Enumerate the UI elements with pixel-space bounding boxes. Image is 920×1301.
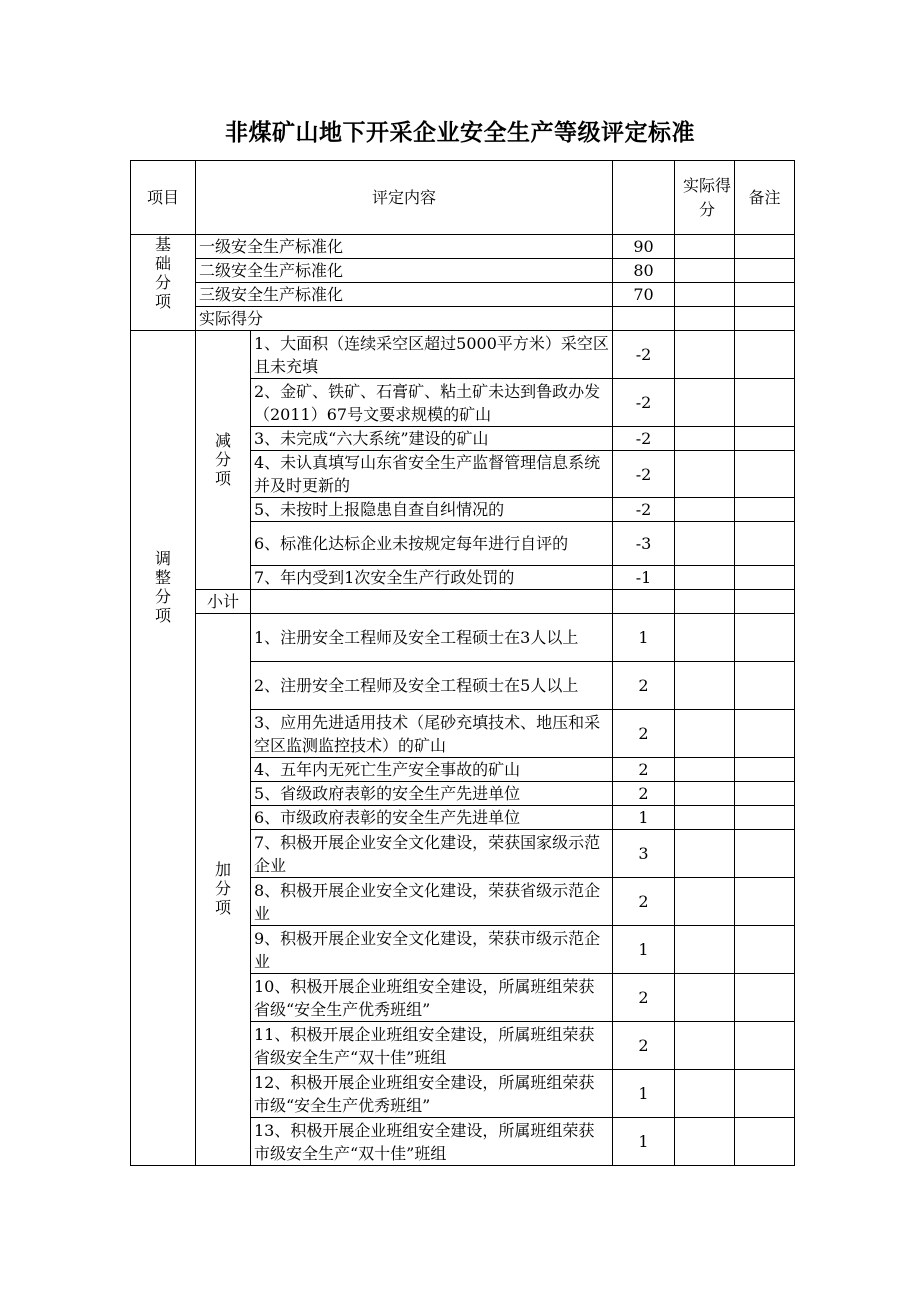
- deduct-content: 2、金矿、铁矿、石膏矿、粘土矿未达到鲁政办发（2011）67号文要求规模的矿山: [251, 379, 613, 427]
- remark-cell: [735, 307, 795, 331]
- adjust-category: [131, 331, 196, 1166]
- table-row: [131, 590, 795, 614]
- deduct-score: -2: [613, 451, 675, 498]
- bonus-score: 2: [613, 1022, 675, 1070]
- actual-score-cell: [675, 782, 735, 806]
- subtotal-content: [251, 590, 613, 614]
- remark-cell: [735, 662, 795, 710]
- basic-actual-label: 实际得分: [196, 307, 613, 331]
- table-row: [131, 235, 795, 259]
- deduct-content: 1、大面积（连续采空区超过5000平方米）采空区且未充填: [251, 331, 613, 379]
- actual-score-cell: [675, 331, 735, 379]
- remark-cell: [735, 806, 795, 830]
- actual-score-cell: [675, 235, 735, 259]
- remark-cell: [735, 283, 795, 307]
- bonus-score: 2: [613, 758, 675, 782]
- remark-cell: [735, 498, 795, 522]
- header-row: [131, 161, 795, 235]
- basic-content: 三级安全生产标准化: [196, 283, 613, 307]
- bonus-content: 9、积极开展企业安全文化建设，荣获市级示范企业: [251, 926, 613, 974]
- subtotal-label: 小计: [196, 590, 251, 614]
- remark-cell: [735, 1070, 795, 1118]
- basic-category: [131, 235, 196, 331]
- actual-score-cell: [675, 806, 735, 830]
- remark-cell: [735, 590, 795, 614]
- deduct-content: 5、未按时上报隐患自查自纠情况的: [251, 498, 613, 522]
- actual-score-cell: [675, 662, 735, 710]
- bonus-score: 1: [613, 806, 675, 830]
- remark-cell: [735, 331, 795, 379]
- bonus-content: 11、积极开展企业班组安全建设，所属班组荣获省级安全生产“双十佳”班组: [251, 1022, 613, 1070]
- bonus-score: 1: [613, 1118, 675, 1166]
- actual-score-cell: [675, 379, 735, 427]
- remark-cell: [735, 566, 795, 590]
- basic-score: 80: [613, 259, 675, 283]
- bonus-content: 1、注册安全工程师及安全工程硕士在3人以上: [251, 614, 613, 662]
- header-item: 项目: [131, 161, 196, 235]
- remark-cell: [735, 758, 795, 782]
- remark-cell: [735, 235, 795, 259]
- deduct-score: -3: [613, 522, 675, 566]
- bonus-content: 10、积极开展企业班组安全建设，所属班组荣获省级“安全生产优秀班组”: [251, 974, 613, 1022]
- remark-cell: [735, 782, 795, 806]
- adjust-category-text: 调整分项: [154, 549, 171, 625]
- header-actual-score: [675, 161, 735, 235]
- actual-score-cell: [675, 259, 735, 283]
- rating-table: [130, 160, 795, 1166]
- deduct-score: -2: [613, 379, 675, 427]
- remark-cell: [735, 830, 795, 878]
- basic-score: 70: [613, 283, 675, 307]
- actual-score-cell: [675, 451, 735, 498]
- table-row: [131, 283, 795, 307]
- bonus-content: 2、注册安全工程师及安全工程硕士在5人以上: [251, 662, 613, 710]
- header-score: [613, 161, 675, 235]
- deduct-score: -1: [613, 566, 675, 590]
- actual-score-cell: [675, 758, 735, 782]
- remark-cell: [735, 259, 795, 283]
- actual-score-cell: [675, 1118, 735, 1166]
- subtotal-score: [613, 590, 675, 614]
- actual-score-cell: [675, 974, 735, 1022]
- actual-score-cell: [675, 1070, 735, 1118]
- deduct-content: 6、标准化达标企业未按规定每年进行自评的: [251, 522, 613, 566]
- deduct-category-text: 减分项: [214, 430, 231, 488]
- bonus-score: 1: [613, 926, 675, 974]
- bonus-score: 2: [613, 782, 675, 806]
- actual-score-cell: [675, 878, 735, 926]
- table-row: [131, 614, 795, 662]
- basic-score: 90: [613, 235, 675, 259]
- bonus-score: 2: [613, 878, 675, 926]
- remark-cell: [735, 1022, 795, 1070]
- bonus-content: 4、五年内无死亡生产安全事故的矿山: [251, 758, 613, 782]
- remark-cell: [735, 710, 795, 758]
- actual-score-cell: [675, 710, 735, 758]
- bonus-score: 2: [613, 710, 675, 758]
- table-row: [131, 307, 795, 331]
- bonus-content: 6、市级政府表彰的安全生产先进单位: [251, 806, 613, 830]
- remark-cell: [735, 427, 795, 451]
- bonus-category: [196, 614, 251, 1166]
- deduct-score: -2: [613, 331, 675, 379]
- actual-score-cell: [675, 522, 735, 566]
- remark-cell: [735, 974, 795, 1022]
- bonus-score: 1: [613, 614, 675, 662]
- bonus-content: 3、应用先进适用技术（尾砂充填技术、地压和采空区监测监控技术）的矿山: [251, 710, 613, 758]
- actual-score-cell: [675, 830, 735, 878]
- actual-score-cell: [675, 498, 735, 522]
- actual-score-cell: [675, 307, 735, 331]
- basic-content: 一级安全生产标准化: [196, 235, 613, 259]
- bonus-score: 1: [613, 1070, 675, 1118]
- deduct-score: -2: [613, 427, 675, 451]
- bonus-score: 3: [613, 830, 675, 878]
- actual-score-cell: [675, 427, 735, 451]
- remark-cell: [735, 614, 795, 662]
- deduct-category: [196, 331, 251, 590]
- deduct-content: 3、未完成“六大系统”建设的矿山: [251, 427, 613, 451]
- remark-cell: [735, 379, 795, 427]
- page-title: 非煤矿山地下开采企业安全生产等级评定标准: [225, 120, 695, 146]
- header-actual-label: 实际得分: [683, 175, 732, 219]
- deduct-content: 7、年内受到1次安全生产行政处罚的: [251, 566, 613, 590]
- remark-cell: [735, 522, 795, 566]
- actual-score-cell: [675, 283, 735, 307]
- actual-score-cell: [675, 926, 735, 974]
- bonus-content: 12、积极开展企业班组安全建设，所属班组荣获市级“安全生产优秀班组”: [251, 1070, 613, 1118]
- basic-category-text: 基础分项: [154, 235, 171, 311]
- header-remark: 备注: [735, 161, 795, 235]
- bonus-category-text: 加分项: [214, 860, 231, 917]
- actual-score-cell: [675, 566, 735, 590]
- remark-cell: [735, 451, 795, 498]
- table-row: [131, 331, 795, 379]
- deduct-content: 4、未认真填写山东省安全生产监督管理信息系统并及时更新的: [251, 451, 613, 498]
- bonus-score: 2: [613, 662, 675, 710]
- deduct-score: -2: [613, 498, 675, 522]
- actual-score-cell: [675, 614, 735, 662]
- bonus-content: 5、省级政府表彰的安全生产先进单位: [251, 782, 613, 806]
- basic-actual-score: [613, 307, 675, 331]
- bonus-content: 7、积极开展企业安全文化建设，荣获国家级示范企业: [251, 830, 613, 878]
- remark-cell: [735, 878, 795, 926]
- header-content: 评定内容: [196, 161, 613, 235]
- basic-content: 二级安全生产标准化: [196, 259, 613, 283]
- actual-score-cell: [675, 1022, 735, 1070]
- bonus-content: 8、积极开展企业安全文化建设，荣获省级示范企业: [251, 878, 613, 926]
- table-row: [131, 259, 795, 283]
- actual-score-cell: [675, 590, 735, 614]
- bonus-score: 2: [613, 974, 675, 1022]
- remark-cell: [735, 926, 795, 974]
- remark-cell: [735, 1118, 795, 1166]
- bonus-content: 13、积极开展企业班组安全建设，所属班组荣获市级安全生产“双十佳”班组: [251, 1118, 613, 1166]
